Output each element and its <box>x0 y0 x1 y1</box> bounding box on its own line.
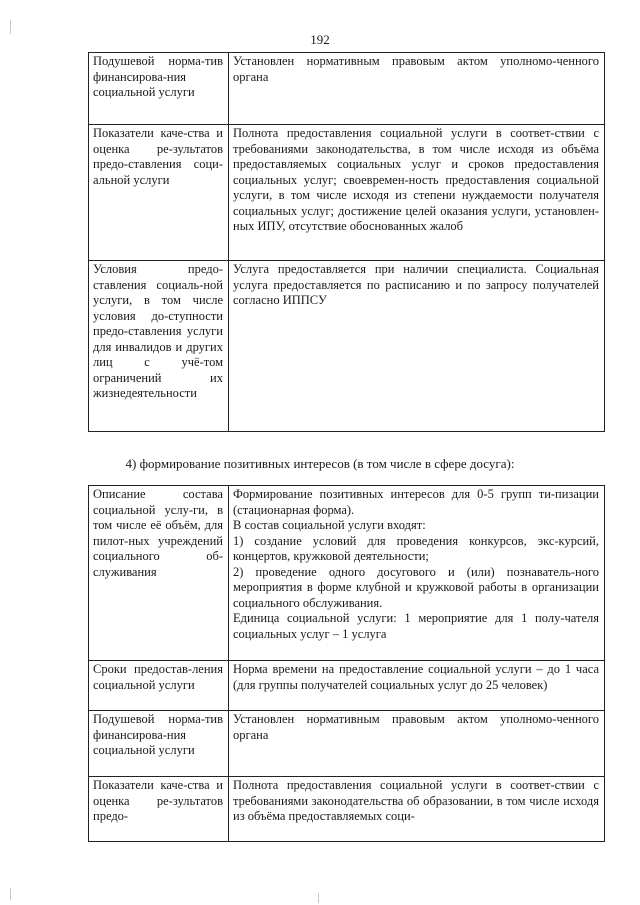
row-label: Описание состава социальной услу-ги, в том числе её объём, для пилот-ных учреждений социального об-служивания <box>89 486 229 661</box>
scan-edge-mark <box>318 893 319 903</box>
content-paragraph: Единица социальной услуги: 1 мероприятие для 1 полу-чателя социальных услуг – 1 услуга <box>233 611 599 641</box>
section-heading: 4) формирование позитивных интересов (в том числе в сфере досуга): <box>125 456 515 471</box>
row-content: Норма времени на предоставление социальной услуги – до 1 часа (для группы получателей социальных услуг до 25 человек) <box>229 661 605 711</box>
table-row <box>89 777 605 842</box>
service-parameters-table-bottom <box>88 485 605 842</box>
content-paragraph: Формирование позитивных интересов для 0-5 групп ти-пизации (стационарная форма). <box>233 487 599 517</box>
row-label: Условия предо-ставления социаль-ной услуги, в том числе условия до-ступности предо-ставления услуги для инвалидов и других лиц с учё-том ограничений их жизнедеятельности <box>89 261 229 432</box>
row-content: Полнота предоставления социальной услуги в соответ-ствии с требованиями законодательства об образовании, в том числе исходя из объёма предоставляемых соци- <box>229 777 605 842</box>
scan-edge-mark <box>10 888 11 900</box>
content-paragraph: 2) проведение одного досугового и (или) познаватель-ного мероприятия в форме клубной и кружковой работы в организации социального обслуживания. <box>233 564 599 610</box>
row-label: Подушевой норма-тив финансирова-ния социальной услуги <box>89 711 229 777</box>
row-content: Услуга предоставляется при наличии специалиста. Социальная услуга предоставляется по расписанию и по запросу получателей согласно ИППСУ <box>229 261 605 432</box>
table-row <box>89 53 605 125</box>
row-label: Подушевой норма-тив финансирова-ния социальной услуги <box>89 53 229 125</box>
table-row <box>89 711 605 777</box>
row-label: Показатели каче-ства и оценка ре-зультатов предо- <box>89 777 229 842</box>
table-row <box>89 261 605 432</box>
row-content: Полнота предоставления социальной услуги в соответ-ствии с требованиями законодательства, в том числе исходя из объёма предоставляемых социальных услуг и сроков предоставления социальных услуг; своевремен-ность предоставления социальной услуги, в том числе исходя из степени нуждаемости получателя социальных услуг; достижение целей оказания услуги, установлен-ных ИПУ, отсутствие обоснованных жалоб <box>229 125 605 261</box>
row-content: Установлен нормативным правовым актом уполномо-ченного органа <box>229 711 605 777</box>
row-content: Установлен нормативным правовым актом уполномо-ченного органа <box>229 53 605 125</box>
row-label: Сроки предостав-ления социальной услуги <box>89 661 229 711</box>
content-paragraph: 1) создание условий для проведения конкурсов, экс-курсий, концертов, кружковой деятельности; <box>233 533 599 563</box>
row-content <box>229 486 605 661</box>
table-row <box>89 125 605 261</box>
content-paragraph: В состав социальной услуги входят: <box>233 518 426 532</box>
page-number: 192 <box>310 32 330 47</box>
table-row <box>89 486 605 661</box>
table-row <box>89 661 605 711</box>
row-label: Показатели каче-ства и оценка ре-зультатов предо-ставления соци-альной услуги <box>89 125 229 261</box>
service-parameters-table-top <box>88 52 605 432</box>
